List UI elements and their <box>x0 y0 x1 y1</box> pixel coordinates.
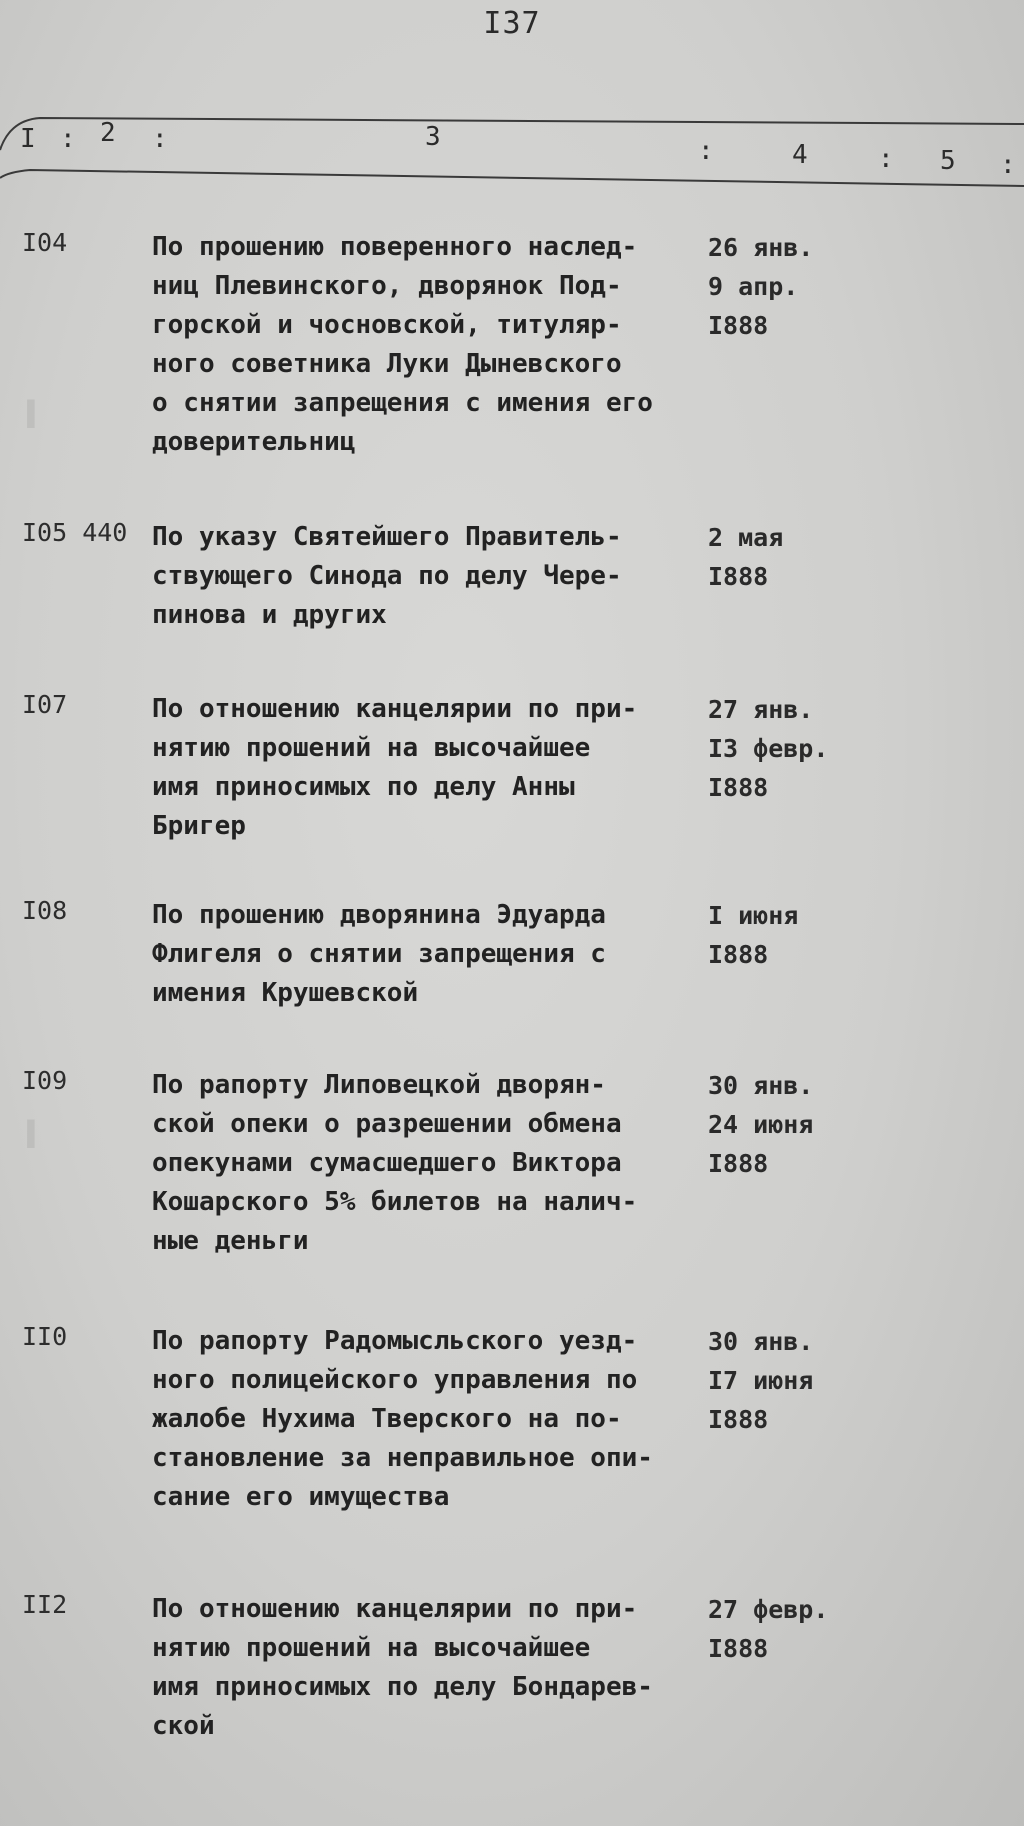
page-number: I37 <box>483 6 541 41</box>
description-line: опекунами сумасшедшего Виктора <box>152 1148 622 1178</box>
date-line: I888 <box>708 1405 769 1434</box>
column-header-1: I <box>20 124 36 154</box>
entry-description <box>152 1590 712 1746</box>
date-line: I7 июня <box>708 1366 814 1395</box>
date-line: 30 янв. <box>708 1071 814 1100</box>
description-line: ствующего Синода по делу Чере- <box>152 561 622 591</box>
date-line: I3 февр. <box>708 734 829 763</box>
description-line: Флигеля о снятии запрещения с <box>152 939 606 969</box>
bleed-through-mark: ▐ <box>20 400 35 428</box>
entry-number: I08 <box>22 896 68 925</box>
description-line: имя приносимых по делу Бондарев- <box>152 1672 653 1702</box>
entry-number: I09 <box>22 1066 68 1095</box>
description-line: Кошарского 5% билетов на налич- <box>152 1187 638 1217</box>
entry-dates <box>708 1590 908 1668</box>
description-line: По отношению канцелярии по при- <box>152 1594 638 1624</box>
column-separator: : <box>878 144 894 174</box>
entry-description <box>152 518 712 635</box>
entry-number: I04 <box>22 228 68 257</box>
column-header-4: 4 <box>792 140 808 170</box>
description-line: жалобе Нухима Тверского на по- <box>152 1404 622 1434</box>
date-line: 2 мая <box>708 523 784 552</box>
column-header-5: 5 <box>940 146 956 176</box>
date-line: I888 <box>708 562 769 591</box>
entry-dates <box>708 228 908 345</box>
description-line: ской опеки о разрешении обмена <box>152 1109 622 1139</box>
description-line: пинова и других <box>152 600 387 630</box>
description-line: Бригер <box>152 811 246 841</box>
entry-dates <box>708 518 908 596</box>
description-line: По прошению поверенного наслед- <box>152 232 638 262</box>
date-line: 27 янв. <box>708 695 814 724</box>
entry-dates <box>708 690 908 807</box>
column-header-2: 2 <box>100 118 116 148</box>
entry-number: I07 <box>22 690 68 719</box>
date-line: 9 апр. <box>708 272 799 301</box>
description-line: нятию прошений на высочайшее <box>152 1633 591 1663</box>
date-line: I888 <box>708 1634 769 1663</box>
date-line: I888 <box>708 311 769 340</box>
column-separator: : <box>60 124 76 154</box>
entry-number: I05 440 <box>22 518 128 547</box>
description-line: ниц Плевинского, дворянок Под- <box>152 271 622 301</box>
entry-dates <box>708 1066 908 1183</box>
description-line: По прошению дворянина Эдуарда <box>152 900 606 930</box>
description-line: становление за неправильное опи- <box>152 1443 653 1473</box>
description-line: имения Крушевской <box>152 978 419 1008</box>
date-line: I июня <box>708 901 799 930</box>
entry-dates <box>708 1322 908 1439</box>
entry-description <box>152 690 712 846</box>
date-line: 27 февр. <box>708 1595 829 1624</box>
description-line: По рапорту Радомысльского уезд- <box>152 1326 638 1356</box>
description-line: ные деньги <box>152 1226 309 1256</box>
entry-description <box>152 896 712 1013</box>
description-line: ного полицейского управления по <box>152 1365 638 1395</box>
entry-number: II2 <box>22 1590 68 1619</box>
bleed-through-mark: ▐ <box>20 1120 35 1148</box>
description-line: По указу Святейшего Правитель- <box>152 522 622 552</box>
column-separator: : <box>1000 150 1016 180</box>
date-line: 26 янв. <box>708 233 814 262</box>
entry-number: II0 <box>22 1322 68 1351</box>
description-line: имя приносимых по делу Анны <box>152 772 575 802</box>
date-line: I888 <box>708 940 769 969</box>
entry-dates <box>708 896 908 974</box>
entry-description <box>152 1322 712 1517</box>
description-line: горской и чосновской, титуляр- <box>152 310 622 340</box>
description-line: ской <box>152 1711 215 1741</box>
description-line: нятию прошений на высочайшее <box>152 733 591 763</box>
description-line: По рапорту Липовецкой дворян- <box>152 1070 606 1100</box>
description-line: доверительниц <box>152 427 356 457</box>
description-line: По отношению канцелярии по при- <box>152 694 638 724</box>
date-line: I888 <box>708 1149 769 1178</box>
entry-description <box>152 228 712 462</box>
date-line: 24 июня <box>708 1110 814 1139</box>
date-line: I888 <box>708 773 769 802</box>
description-line: ного советника Луки Дыневского <box>152 349 622 379</box>
column-separator: : <box>152 124 168 154</box>
description-line: сание его имущества <box>152 1482 450 1512</box>
date-line: 30 янв. <box>708 1327 814 1356</box>
description-line: о снятии запрещения с имения его <box>152 388 653 418</box>
header-rule <box>0 0 1024 220</box>
entry-description <box>152 1066 712 1261</box>
column-header-3: 3 <box>425 122 441 152</box>
column-separator: : <box>698 136 714 166</box>
